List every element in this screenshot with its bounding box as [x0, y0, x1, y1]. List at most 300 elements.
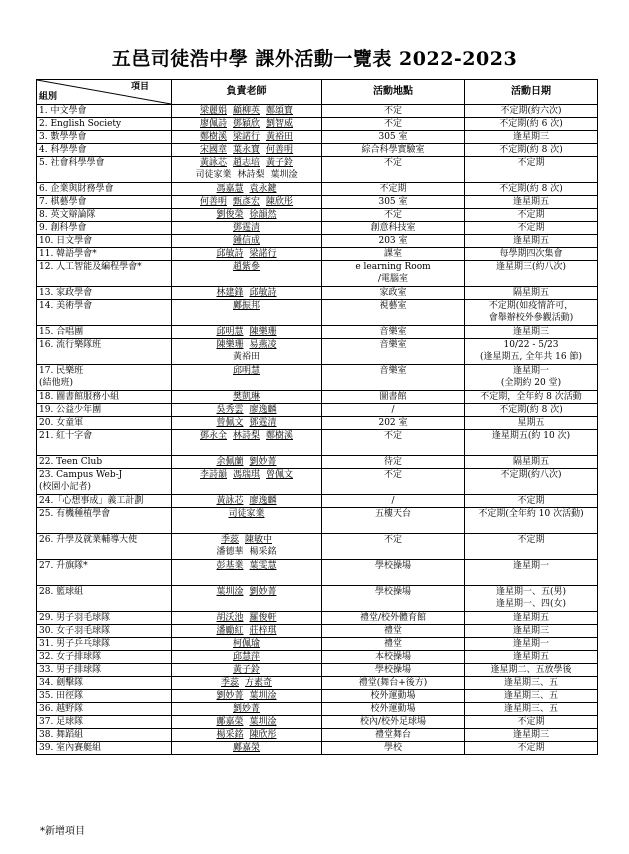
teacher-cell — [172, 638, 322, 651]
teacher-line — [174, 105, 319, 117]
activity-name: 5. 社會科學學會 — [39, 158, 105, 168]
venue-cell — [322, 157, 465, 183]
date-text: 逢星期五(約 10 次) — [491, 431, 571, 441]
venue-cell — [322, 690, 465, 703]
teacher-line — [174, 546, 319, 558]
teacher-line — [174, 742, 319, 754]
teacher-name: 陳樂珊 — [216, 340, 244, 350]
activity-name: 12. 人工智能及編程學會* — [39, 262, 142, 272]
venue-cell — [322, 651, 465, 664]
table-row — [37, 742, 598, 755]
teacher-name: 曾佩文 — [216, 418, 244, 428]
teacher-line — [174, 638, 319, 650]
activity-name-cell — [37, 339, 172, 365]
teacher-cell — [172, 469, 322, 495]
teacher-name: 司徒家業 — [195, 170, 232, 180]
teacher-line — [174, 235, 319, 247]
activity-name-cell — [37, 469, 172, 495]
venue-text: / — [391, 405, 395, 415]
activity-name-cell — [37, 131, 172, 144]
activity-name-cell — [37, 430, 172, 456]
date-text: 會舉辦校外參觀活動) — [488, 313, 574, 323]
venue-cell — [322, 430, 465, 456]
activity-name: 7. 棋藝學會 — [39, 197, 87, 207]
table-row — [37, 703, 598, 716]
table-row — [37, 651, 598, 664]
venue-text: 不定 — [383, 158, 402, 168]
activity-name: 25. 有機種植學會 — [39, 509, 111, 519]
date-text: 不定期 — [517, 496, 545, 506]
teacher-line — [174, 222, 319, 234]
activity-name: 20. 女童軍 — [39, 418, 84, 428]
venue-cell — [322, 105, 465, 118]
date-cell — [465, 664, 598, 677]
venue-text: 學校操場 — [374, 561, 411, 571]
teacher-name: 邱慧萍 — [232, 652, 260, 662]
date-cell — [465, 469, 598, 495]
teacher-cell — [172, 690, 322, 703]
teacher-name: 劉妙菁 — [232, 704, 260, 714]
teacher-line — [174, 391, 319, 403]
date-text: 逢星期三、五 — [503, 678, 558, 688]
date-cell — [465, 209, 598, 222]
date-cell — [465, 131, 598, 144]
teacher-line — [174, 131, 319, 143]
venue-cell — [322, 144, 465, 157]
teacher-line — [174, 261, 319, 273]
date-cell — [465, 508, 598, 534]
activity-name: 28. 籃球組 — [39, 587, 84, 597]
venue-cell — [322, 625, 465, 638]
date-cell — [465, 339, 598, 365]
venue-text: / — [391, 496, 395, 506]
activity-name: (校園小記者) — [39, 482, 92, 492]
date-text: (逢星期五, 全年共 16 節) — [480, 352, 582, 362]
teacher-line — [174, 456, 319, 468]
venue-text: 禮堂 — [383, 626, 402, 636]
table-row — [37, 339, 598, 365]
table-row — [37, 495, 598, 508]
header-venue: 活動地點 — [322, 80, 465, 105]
activity-name-cell — [37, 248, 172, 261]
date-text: 不定期(約 8 次) — [499, 145, 563, 155]
date-cell — [465, 391, 598, 404]
venue-text: 校外運動場 — [370, 704, 416, 714]
date-cell — [465, 703, 598, 716]
venue-cell — [322, 729, 465, 742]
teacher-name: 楊采銘 — [249, 547, 277, 557]
venue-cell — [322, 560, 465, 586]
teacher-name: 葉圳淦 — [270, 170, 298, 180]
activity-name: 24.「心想事成」義工計劃 — [39, 496, 144, 506]
teacher-name: 司徒家業 — [228, 509, 265, 519]
teacher-name: 潘德華 — [216, 547, 244, 557]
teacher-line — [174, 625, 319, 637]
date-cell — [465, 677, 598, 690]
table-row — [37, 560, 598, 586]
teacher-line — [174, 339, 319, 351]
teacher-name: 曾佩文 — [266, 470, 294, 480]
teacher-name: 鄧霆清 — [232, 223, 260, 233]
activity-name-cell — [37, 105, 172, 118]
venue-text: 音樂室 — [379, 340, 407, 350]
activity-name-cell — [37, 157, 172, 183]
activity-name: 19. 公益少年團 — [39, 405, 102, 415]
date-text: 逢星期三(約八次) — [495, 262, 567, 272]
teacher-cell — [172, 365, 322, 391]
teacher-line — [174, 157, 319, 169]
teacher-line — [174, 586, 319, 598]
teacher-cell — [172, 339, 322, 365]
venue-cell — [322, 677, 465, 690]
teacher-cell — [172, 716, 322, 729]
date-cell — [465, 118, 598, 131]
venue-cell — [322, 404, 465, 417]
teacher-cell — [172, 196, 322, 209]
venue-cell — [322, 638, 465, 651]
table-row — [37, 677, 598, 690]
venue-text: 禮堂 — [383, 639, 402, 649]
teacher-cell — [172, 404, 322, 417]
teacher-name: 陳欣彤 — [266, 197, 294, 207]
venue-text: 不定 — [383, 119, 402, 129]
teacher-name: 徐韻然 — [249, 210, 277, 220]
activity-name: 17. 民樂班 — [39, 366, 84, 376]
table-row — [37, 664, 598, 677]
table-row — [37, 417, 598, 430]
teacher-line — [174, 612, 319, 624]
teacher-cell — [172, 248, 322, 261]
date-text: 不定期 — [517, 210, 545, 220]
activity-name-cell — [37, 365, 172, 391]
venue-text: 校外運動場 — [370, 691, 416, 701]
teacher-line — [174, 404, 319, 416]
date-cell — [465, 417, 598, 430]
header-row — [37, 80, 598, 105]
teacher-line — [174, 534, 319, 546]
activity-name-cell — [37, 651, 172, 664]
teacher-line — [174, 300, 319, 312]
diagonal-divider — [37, 80, 171, 104]
teacher-line — [174, 118, 319, 130]
teacher-name: 何善明 — [199, 197, 227, 207]
table-row — [37, 391, 598, 404]
teacher-name: 莊梓琪 — [249, 626, 277, 636]
teacher-name: 鄧穎欣 — [232, 119, 260, 129]
venue-cell — [322, 742, 465, 755]
teacher-name: 廖逸麟 — [249, 405, 277, 415]
teacher-name: 顧柳英 — [232, 106, 260, 116]
teacher-line — [174, 183, 319, 195]
activity-name-cell — [37, 677, 172, 690]
teacher-line — [174, 196, 319, 208]
header-teacher: 負責老師 — [172, 80, 322, 105]
date-cell — [465, 456, 598, 469]
date-cell — [465, 157, 598, 183]
venue-cell — [322, 612, 465, 625]
teacher-name: 宋國章 — [199, 145, 227, 155]
teacher-name: 葉雯慧 — [249, 561, 277, 571]
venue-text: 禮堂舞台 — [374, 730, 411, 740]
teacher-cell — [172, 222, 322, 235]
teacher-line — [174, 495, 319, 507]
date-text: 逢星期一 — [512, 639, 549, 649]
date-cell — [465, 716, 598, 729]
teacher-line — [174, 664, 319, 676]
activity-name: 39. 室內賽艇組 — [39, 743, 102, 753]
date-cell — [465, 729, 598, 742]
activity-name-cell — [37, 742, 172, 755]
venue-cell — [322, 703, 465, 716]
teacher-line — [174, 326, 319, 338]
teacher-name: 鄺嘉榮 — [216, 717, 244, 727]
teacher-cell — [172, 183, 322, 196]
teacher-line — [174, 417, 319, 429]
activity-name-cell — [37, 716, 172, 729]
teacher-line — [174, 651, 319, 663]
activity-name: 26. 升學及就業輔導大使 — [39, 535, 138, 545]
teacher-name: 林詩梨 — [232, 431, 260, 441]
activity-name-cell — [37, 690, 172, 703]
activity-name: 3. 數學學會 — [39, 132, 87, 142]
teacher-cell — [172, 430, 322, 456]
teacher-line — [174, 351, 319, 363]
venue-cell — [322, 183, 465, 196]
teacher-name: 方素奇 — [245, 678, 273, 688]
venue-cell — [322, 495, 465, 508]
activity-name-cell — [37, 560, 172, 586]
table-row — [37, 690, 598, 703]
activity-name: 38. 舞蹈組 — [39, 730, 84, 740]
teacher-name: 梁諾行 — [249, 249, 277, 259]
header-group: 組別 — [39, 92, 58, 102]
table-row — [37, 196, 598, 209]
activity-name-cell — [37, 196, 172, 209]
teacher-name: 劉智威 — [266, 119, 294, 129]
activity-name: 32. 女子排球隊 — [39, 652, 102, 662]
teacher-cell — [172, 261, 322, 287]
teacher-name: 葉圳淦 — [216, 587, 244, 597]
activity-name-cell — [37, 261, 172, 287]
venue-cell — [322, 534, 465, 560]
table-row — [37, 456, 598, 469]
venue-cell — [322, 287, 465, 300]
teacher-name: 林建鋒 — [216, 288, 244, 298]
teacher-cell — [172, 664, 322, 677]
date-cell — [465, 534, 598, 560]
activity-name-cell — [37, 300, 172, 326]
table-row — [37, 612, 598, 625]
teacher-name: 楊采銘 — [216, 730, 244, 740]
date-text: 不定期(約六次) — [500, 106, 562, 116]
date-text: 不定期(如疫情許可， — [488, 301, 574, 311]
activity-name: 31. 男子乒乓球隊 — [39, 639, 111, 649]
table-row — [37, 534, 598, 560]
teacher-cell — [172, 157, 322, 183]
activity-name-cell — [37, 118, 172, 131]
teacher-line — [174, 508, 319, 520]
activity-name: 35. 田徑隊 — [39, 691, 84, 701]
date-cell — [465, 261, 598, 287]
teacher-cell — [172, 300, 322, 326]
venue-text: /電腦室 — [377, 274, 409, 284]
date-cell — [465, 365, 598, 391]
venue-cell — [322, 300, 465, 326]
activity-name: 36. 越野隊 — [39, 704, 84, 714]
venue-cell — [322, 326, 465, 339]
teacher-name: 趙志培 — [232, 158, 260, 168]
teacher-line — [174, 209, 319, 221]
date-cell — [465, 105, 598, 118]
teacher-cell — [172, 586, 322, 612]
table-row — [37, 638, 598, 651]
teacher-name: 潘勵紅 — [216, 626, 244, 636]
teacher-cell — [172, 391, 322, 404]
date-text: 不定期(約 8 次) — [499, 405, 563, 415]
teacher-name: 羅俊軒 — [249, 613, 277, 623]
venue-cell — [322, 196, 465, 209]
teacher-cell — [172, 105, 322, 118]
activity-name: 18. 圖書館服務小組 — [39, 392, 120, 402]
table-row — [37, 105, 598, 118]
teacher-name: 廖逸麟 — [249, 496, 277, 506]
date-cell — [465, 183, 598, 196]
venue-text: 音樂室 — [379, 327, 407, 337]
venue-cell — [322, 365, 465, 391]
venue-text: 305 室 — [378, 197, 408, 207]
activity-name-cell — [37, 144, 172, 157]
activity-name: 4. 科學學會 — [39, 145, 87, 155]
teacher-name: 鄺嘉榮 — [232, 743, 260, 753]
date-text: 不定期 — [517, 223, 545, 233]
date-text: 逢星期三、五 — [503, 704, 558, 714]
date-cell — [465, 287, 598, 300]
date-cell — [465, 742, 598, 755]
teacher-name: 陳敏中 — [245, 535, 273, 545]
teacher-line — [174, 365, 319, 377]
date-cell — [465, 612, 598, 625]
activity-name-cell — [37, 612, 172, 625]
date-cell — [465, 326, 598, 339]
table-row — [37, 716, 598, 729]
activity-name-cell — [37, 326, 172, 339]
table-row — [37, 326, 598, 339]
teacher-name: 鄧霆清 — [249, 418, 277, 428]
venue-text: 不定 — [383, 431, 402, 441]
venue-cell — [322, 222, 465, 235]
activity-name-cell — [37, 404, 172, 417]
teacher-name: 黃裕田 — [232, 352, 260, 362]
activity-name-cell — [37, 729, 172, 742]
teacher-cell — [172, 729, 322, 742]
teacher-cell — [172, 144, 322, 157]
teacher-name: 季蕊 — [220, 535, 239, 545]
date-text: 不定期(約 8 次) — [499, 184, 563, 194]
activity-name: 6. 企業與財務學會 — [39, 184, 114, 194]
date-text: 逢星期三 — [512, 730, 549, 740]
teacher-cell — [172, 612, 322, 625]
table-row — [37, 209, 598, 222]
date-cell — [465, 560, 598, 586]
date-text: 10/22 - 5/23 — [503, 340, 559, 350]
activity-name-cell — [37, 456, 172, 469]
activity-name: 13. 家政學會 — [39, 288, 93, 298]
venue-cell — [322, 118, 465, 131]
teacher-name: 劉俊榮 — [216, 210, 244, 220]
date-cell — [465, 625, 598, 638]
teacher-name: 劉妙菁 — [249, 587, 277, 597]
table-row — [37, 430, 598, 456]
venue-text: 305 室 — [378, 132, 408, 142]
date-cell — [465, 586, 598, 612]
table-row — [37, 144, 598, 157]
teacher-name: 胡沃池 — [216, 613, 244, 623]
venue-text: 課室 — [383, 249, 402, 259]
venue-cell — [322, 235, 465, 248]
date-text: 星期五 — [517, 418, 545, 428]
date-text: 不定期 — [517, 717, 545, 727]
activity-name-cell — [37, 235, 172, 248]
activity-name: 16. 流行樂隊班 — [39, 340, 102, 350]
activity-name-cell — [37, 417, 172, 430]
venue-cell — [322, 456, 465, 469]
activity-name: 8. 英文辯論隊 — [39, 210, 96, 220]
table-row — [37, 729, 598, 742]
venue-text: 203 室 — [378, 236, 408, 246]
table-row — [37, 131, 598, 144]
table-row — [37, 235, 598, 248]
date-cell — [465, 404, 598, 417]
venue-text: 不定 — [383, 210, 402, 220]
teacher-name: 吳秀雲 — [216, 405, 244, 415]
teacher-name: 柯佩瑜 — [232, 639, 260, 649]
activity-name: 1. 中文學會 — [39, 106, 87, 116]
teacher-name: 陳欣彤 — [249, 730, 277, 740]
teacher-cell — [172, 287, 322, 300]
table-row — [37, 365, 598, 391]
activity-name: 10. 日文學會 — [39, 236, 93, 246]
teacher-name: 鄺振邦 — [232, 301, 260, 311]
teacher-cell — [172, 742, 322, 755]
venue-text: 圖書館 — [379, 392, 407, 402]
date-text: 每學期四次集會 — [499, 249, 563, 259]
date-text: 不定期 — [517, 158, 545, 168]
teacher-name: 易燕凌 — [249, 340, 277, 350]
teacher-name: 梁麗娟 — [199, 106, 227, 116]
teacher-cell — [172, 651, 322, 664]
date-text: 不定期，全年約 8 次活動 — [480, 392, 582, 402]
venue-text: 不定 — [383, 535, 402, 545]
table-row — [37, 586, 598, 612]
activity-name: 2. English Society — [39, 119, 122, 129]
teacher-line — [174, 560, 319, 572]
teacher-line — [174, 287, 319, 299]
table-row — [37, 157, 598, 183]
venue-cell — [322, 716, 465, 729]
teacher-line — [174, 690, 319, 702]
teacher-name: 鄭樹溪 — [199, 132, 227, 142]
venue-text: 校內/校外足球場 — [359, 717, 427, 727]
teacher-cell — [172, 326, 322, 339]
footnote: *新增項目 — [40, 826, 85, 837]
venue-text: 視藝室 — [379, 301, 407, 311]
venue-cell — [322, 261, 465, 287]
activity-name: 27. 升旗隊* — [39, 561, 88, 571]
venue-text: 音樂室 — [379, 366, 407, 376]
activity-name: 11. 韓語學會* — [39, 249, 97, 259]
teacher-name: 黃子鈴 — [266, 158, 294, 168]
activity-name-cell — [37, 625, 172, 638]
